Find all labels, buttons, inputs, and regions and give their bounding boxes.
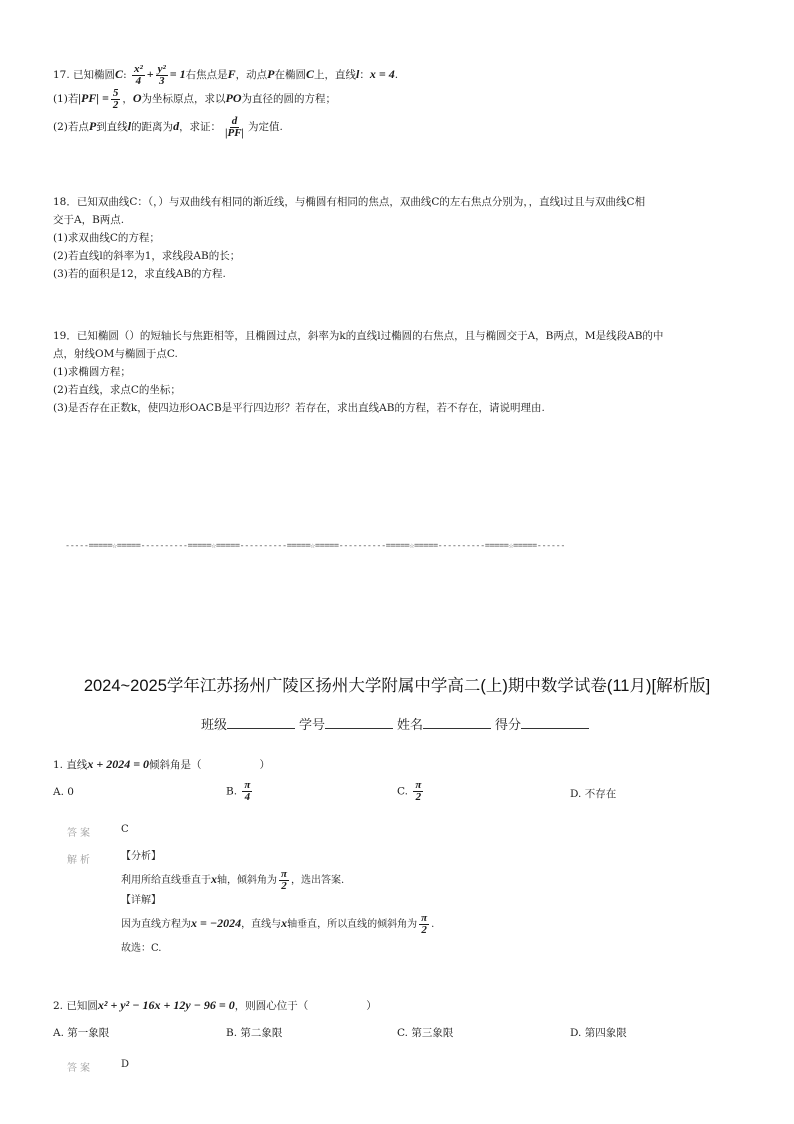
- option-d: D. 第四象限: [570, 1027, 627, 1039]
- text: ，求证：: [179, 121, 222, 133]
- fraction-denominator: 2: [281, 880, 287, 892]
- text: ，直线与: [241, 919, 282, 930]
- sub-question: (1)求双曲线C的方程；: [53, 232, 160, 244]
- text: .: [431, 919, 435, 930]
- question-text: ）: [259, 759, 271, 771]
- text: 因为直线方程为: [121, 919, 191, 930]
- fraction-numerator: y²: [157, 62, 166, 75]
- math-expr: x = −2024: [191, 916, 242, 930]
- answer-value: C: [121, 824, 129, 835]
- fraction: [223, 116, 246, 139]
- text: ，: [122, 93, 133, 105]
- option-c: [397, 780, 425, 803]
- text: ：: [359, 69, 370, 81]
- math-var: C: [306, 67, 315, 81]
- question-text: ，则圆心位于（: [234, 1000, 309, 1012]
- fraction-numerator: π: [281, 868, 288, 880]
- option-c: C. 第三象限: [397, 1027, 454, 1039]
- sub-question: (1)求椭圆方程；: [53, 366, 131, 378]
- text: 上，直线: [314, 69, 357, 81]
- name-label: 姓名: [397, 717, 424, 732]
- option-a: A. 0: [53, 786, 74, 798]
- text: .: [394, 69, 399, 81]
- math-var: PO: [225, 91, 242, 105]
- math-expr: x = 4: [369, 67, 395, 81]
- math-expr: x² + y² − 16x + 12y − 96 = 0: [97, 998, 235, 1012]
- student-info-line: [0, 714, 794, 733]
- option-b: B. 第二象限: [226, 1027, 283, 1039]
- math-op: +: [146, 67, 154, 81]
- math-expr: = 1: [169, 67, 186, 81]
- text: 到直线: [96, 121, 128, 133]
- math-var: l: [127, 119, 132, 133]
- text: 为坐标原点，求以: [141, 93, 226, 105]
- text: 轴，倾斜角为: [217, 875, 277, 886]
- math-expr: x + 2024 = 0: [87, 757, 150, 771]
- question-17: [53, 63, 743, 141]
- question-line: 19．已知椭圆（）的短轴长与焦距相等，且椭圆过点，斜率为k的直线l过椭圆的右焦点，且与椭圆交于A，B两点，M是线段AB的中: [53, 330, 664, 342]
- text: (2)若点: [53, 121, 89, 133]
- question-number: 17.: [53, 69, 70, 81]
- text: ，选出答案.: [291, 875, 345, 886]
- math-var: d: [173, 119, 180, 133]
- sub-question: (2)若直线，求点C的坐标；: [53, 384, 181, 396]
- sub-question: (3)若的面积是12，求直线AB的方程.: [53, 268, 226, 280]
- math-var: P: [267, 67, 275, 81]
- question-line: 点，射线OM与椭圆于点C.: [53, 348, 178, 360]
- fraction: [242, 780, 252, 803]
- fraction: [111, 88, 121, 111]
- math-var: O: [132, 91, 142, 105]
- fraction-denominator: 2: [421, 924, 427, 936]
- fraction-denominator: 4: [135, 74, 142, 87]
- question-18: [53, 193, 743, 283]
- class-label: 班级: [200, 717, 227, 732]
- name-field[interactable]: [397, 714, 495, 733]
- text: 为定值.: [247, 121, 283, 133]
- score-field[interactable]: [495, 714, 593, 733]
- math-var: x: [281, 916, 288, 930]
- text: 右焦点是: [185, 69, 228, 81]
- question-2: [53, 998, 377, 1013]
- answer-tag: 答案: [67, 1063, 93, 1074]
- analysis-tag: 解析: [67, 855, 93, 866]
- question-line: 18．已知双曲线C：（，）与双曲线有相同的渐近线，与椭圆有相同的焦点，双曲线C的左右焦点分别为，，直线l过且与双曲线C相: [53, 196, 646, 208]
- math-expr: |PF| =: [78, 91, 109, 105]
- text: 的距离为: [131, 121, 174, 133]
- text: 已知椭圆: [73, 69, 116, 81]
- text: :: [123, 69, 127, 81]
- sub-question: (3)是否存在正数k，使四边形OACB是平行四边形？若存在，求出直线AB的方程，若不存在，请说明理由.: [53, 402, 545, 414]
- name-blank[interactable]: [423, 716, 491, 729]
- fraction-numerator: d: [231, 114, 238, 127]
- text: 为直径的圆的方程；: [241, 93, 337, 105]
- analysis-heading: 【分析】: [121, 851, 161, 862]
- option-b: [226, 780, 254, 803]
- fraction-denominator: 4: [244, 791, 251, 803]
- id-field[interactable]: [299, 714, 397, 733]
- fraction-numerator: π: [421, 912, 428, 924]
- math-var: x: [211, 872, 217, 886]
- score-label: 得分: [495, 717, 522, 732]
- question-text: ）: [366, 1000, 377, 1012]
- sub-question: (2)若直线l的斜率为1，求线段AB的长；: [53, 250, 241, 262]
- option-d: D. 不存在: [570, 788, 617, 800]
- id-blank[interactable]: [325, 716, 393, 729]
- math-var: C: [115, 67, 124, 81]
- fraction-denominator: 3: [158, 74, 165, 87]
- math-var: l: [356, 67, 360, 81]
- question-text: 1. 直线: [53, 759, 88, 771]
- fraction-denominator: 2: [112, 98, 119, 111]
- conclusion: 故选：C.: [121, 943, 162, 954]
- score-blank[interactable]: [521, 716, 589, 729]
- class-field[interactable]: [201, 714, 299, 733]
- id-label: 学号: [298, 717, 325, 732]
- math-var: F: [227, 67, 236, 81]
- fraction: [156, 64, 168, 87]
- option-label: C.: [397, 785, 408, 798]
- question-line: 交于A，B两点.: [53, 214, 125, 226]
- text: ，动点: [235, 69, 268, 81]
- question-19: [53, 327, 743, 417]
- text: (1)若: [53, 93, 79, 105]
- math-var: P: [88, 119, 97, 133]
- fraction-numerator: 5: [112, 86, 119, 99]
- solution-block: [121, 849, 434, 957]
- option-label: B.: [226, 785, 238, 798]
- page-divider: -----=====☆=====----------=====☆=====----------=====☆=====----------=====☆=====----------=====☆=====------: [65, 541, 566, 551]
- text: 在椭圆: [274, 69, 306, 81]
- answer-tag: 答案: [67, 828, 93, 839]
- question-text: 2. 已知圆: [53, 1000, 98, 1012]
- option-a: A. 第一象限: [53, 1027, 110, 1039]
- fraction-numerator: x²: [133, 62, 143, 75]
- fraction: [132, 64, 145, 87]
- class-blank[interactable]: [227, 716, 295, 729]
- fraction: [419, 913, 429, 936]
- answer-value: D: [121, 1059, 130, 1070]
- fraction-denominator: |PF|: [225, 126, 244, 139]
- fraction: [279, 869, 289, 892]
- fraction-denominator: 2: [415, 791, 422, 803]
- fraction: [413, 780, 423, 803]
- question-1: [53, 757, 270, 772]
- fraction-numerator: π: [415, 779, 422, 791]
- text: 轴垂直，所以直线的倾斜角为: [287, 919, 418, 930]
- detail-heading: 【详解】: [121, 895, 161, 906]
- fraction-numerator: π: [244, 779, 251, 791]
- document-title: 2024~2025学年江苏扬州广陵区扬州大学附属中学高二(上)期中数学试卷(11月)[解析版]: [83, 677, 711, 695]
- text: 利用所给直线垂直于: [121, 875, 211, 886]
- question-text: 倾斜角是（: [149, 759, 202, 771]
